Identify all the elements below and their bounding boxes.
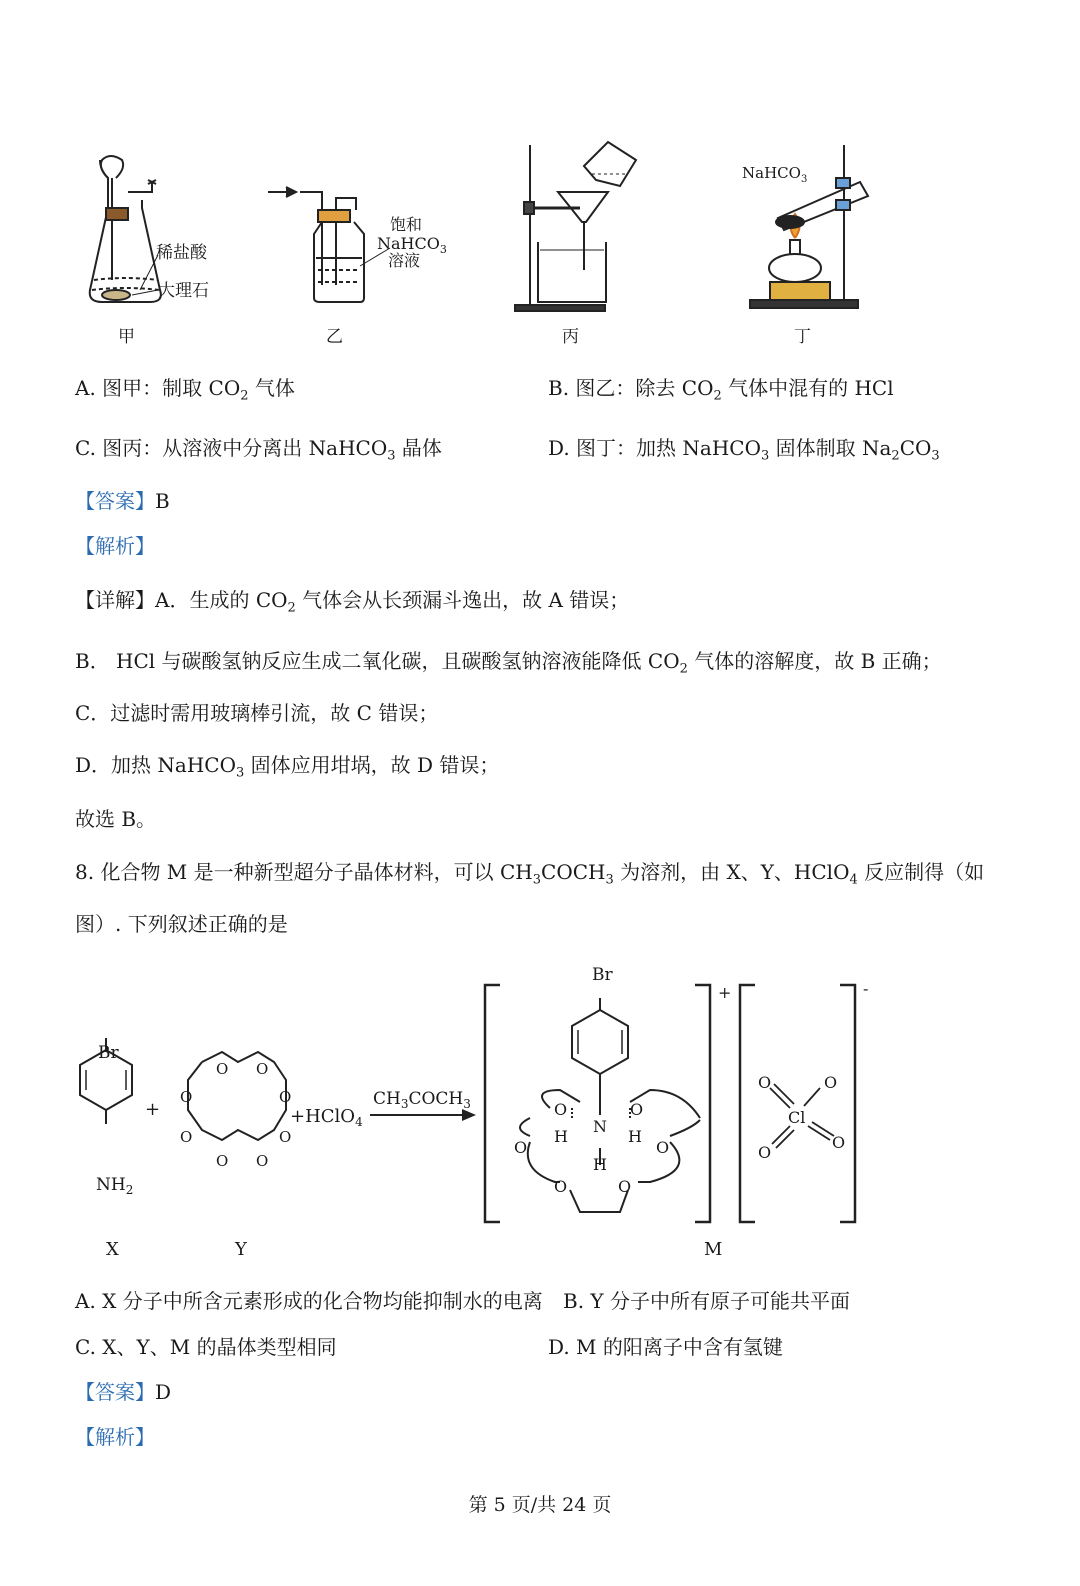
svg-text:Cl: Cl	[788, 1108, 806, 1127]
svg-text:O: O	[256, 1152, 269, 1170]
plus-sign: +	[145, 1099, 161, 1120]
q7-option-a: A. 图甲：制取 $CO_2$ 气体	[75, 376, 295, 404]
answer-label: 【答案】	[75, 1380, 155, 1404]
svg-text:O: O	[180, 1088, 193, 1106]
svg-text:O: O	[279, 1088, 292, 1106]
jia-caption: 甲	[118, 327, 135, 347]
answer-value: D	[155, 1380, 172, 1404]
q7-option-d: D. 图丁：加热 NaHCO$_3$ 固体制取 $Na_2CO_3$	[548, 436, 940, 464]
reaction-figure	[60, 960, 960, 1260]
ding-caption: 丁	[794, 327, 811, 347]
yi-caption: 乙	[326, 327, 343, 347]
y-label: Y	[235, 1239, 247, 1260]
molecule-y	[188, 1052, 286, 1140]
q8-answer	[75, 1378, 171, 1406]
x-nh2: $NH_2$	[96, 1175, 134, 1197]
m-charge-minus: -	[863, 979, 869, 998]
q8-option-d: D. M 的阳离子中含有氢键	[548, 1335, 783, 1359]
perchlorate-atoms	[758, 1073, 845, 1162]
svg-text:O: O	[256, 1060, 269, 1078]
answer-value: B	[155, 489, 170, 513]
q8-option-b: B. Y 分子中所有原子可能共平面	[563, 1289, 850, 1313]
yi-label-line1: 饱和	[390, 215, 423, 234]
svg-text:H: H	[593, 1155, 607, 1174]
svg-text:O: O	[279, 1128, 292, 1146]
jia-stone-label: 大理石	[158, 281, 209, 301]
svg-text:O: O	[180, 1128, 193, 1146]
svg-text:O: O	[554, 1100, 568, 1119]
m-cation	[485, 985, 710, 1222]
q8-analysis-label: 【解析】	[75, 1425, 155, 1449]
answer-label: 【答案】	[75, 489, 155, 513]
q7-detail-b: B． HCl 与碳酸氢钠反应生成二氧化碳，且碳酸氢钠溶液能降低 $CO_2$ 气体的溶解度，故 B 正确；	[75, 649, 942, 677]
hclo4-reagent: +HClO$_4$	[290, 1106, 363, 1129]
svg-text:O: O	[618, 1177, 632, 1196]
m-label: M	[704, 1239, 723, 1260]
m-br: Br	[592, 965, 613, 985]
svg-text:O: O	[758, 1143, 772, 1162]
x-br: Br	[98, 1043, 119, 1063]
q8-option-a: A. X 分子中所含元素形成的化合物均能抑制水的电离	[75, 1289, 543, 1313]
q7-option-b: B. 图乙：除去 $CO_2$ 气体中混有的 HCl	[548, 376, 894, 404]
ding-label: NaHCO$_3$	[742, 164, 808, 185]
q7-answer	[75, 487, 170, 515]
svg-text:O: O	[554, 1177, 568, 1196]
svg-text:O: O	[758, 1073, 772, 1092]
x-label: X	[106, 1239, 119, 1260]
q7-analysis-label: 【解析】	[75, 534, 155, 558]
yi-label-line3: 溶液	[388, 251, 421, 270]
svg-text:O: O	[832, 1133, 846, 1152]
svg-text:O: O	[824, 1073, 838, 1092]
svg-text:H: H	[628, 1127, 642, 1146]
bing-caption: 丙	[562, 327, 579, 347]
svg-text:O: O	[514, 1138, 528, 1157]
q8-stem-line1: 8. 化合物 M 是一种新型超分子晶体材料，可以 $CH_3COCH_3$ 为溶剂，由 X、Y、HClO$_4$ 反应制得（如	[75, 860, 985, 888]
svg-text:O: O	[656, 1138, 670, 1157]
figure-yi	[268, 187, 390, 302]
svg-text:O: O	[630, 1100, 644, 1119]
q8-option-c: C. X、Y、M 的晶体类型相同	[75, 1335, 337, 1359]
svg-text:O: O	[216, 1060, 229, 1078]
figure-bing	[515, 142, 636, 311]
m-anion	[740, 985, 855, 1222]
svg-text:O: O	[216, 1152, 229, 1170]
q7-detail-c: C．过滤时需用玻璃棒引流，故 C 错误；	[75, 701, 439, 725]
q8-stem-line2: 图）. 下列叙述正确的是	[75, 912, 288, 936]
q7-detail-d: D．加热 NaHCO$_3$ 固体应用坩埚，故 D 错误；	[75, 753, 500, 781]
svg-text:N: N	[593, 1117, 607, 1136]
jia-acid-label: 稀盐酸	[156, 243, 207, 263]
apparatus-figures	[60, 130, 1020, 360]
q7-detail-a: 【详解】A．生成的 $CO_2$ 气体会从长颈漏斗逸出，故 A 错误；	[75, 588, 630, 616]
molecule-y-oxygens	[180, 1060, 291, 1170]
q7-conclusion: 故选 B。	[75, 807, 157, 831]
figure-jia	[90, 156, 161, 302]
arrow-solvent: $CH_3COCH_3$	[373, 1089, 471, 1111]
m-charge-plus: +	[718, 983, 732, 1002]
m-structure	[520, 998, 700, 1212]
svg-text:H: H	[554, 1127, 568, 1146]
page-footer: 第 5 页/共 24 页	[468, 1494, 612, 1516]
q7-option-c: C. 图丙：从溶液中分离出 NaHCO$_3$ 晶体	[75, 436, 442, 464]
yi-label-line2: NaHCO$_3$	[377, 234, 447, 256]
